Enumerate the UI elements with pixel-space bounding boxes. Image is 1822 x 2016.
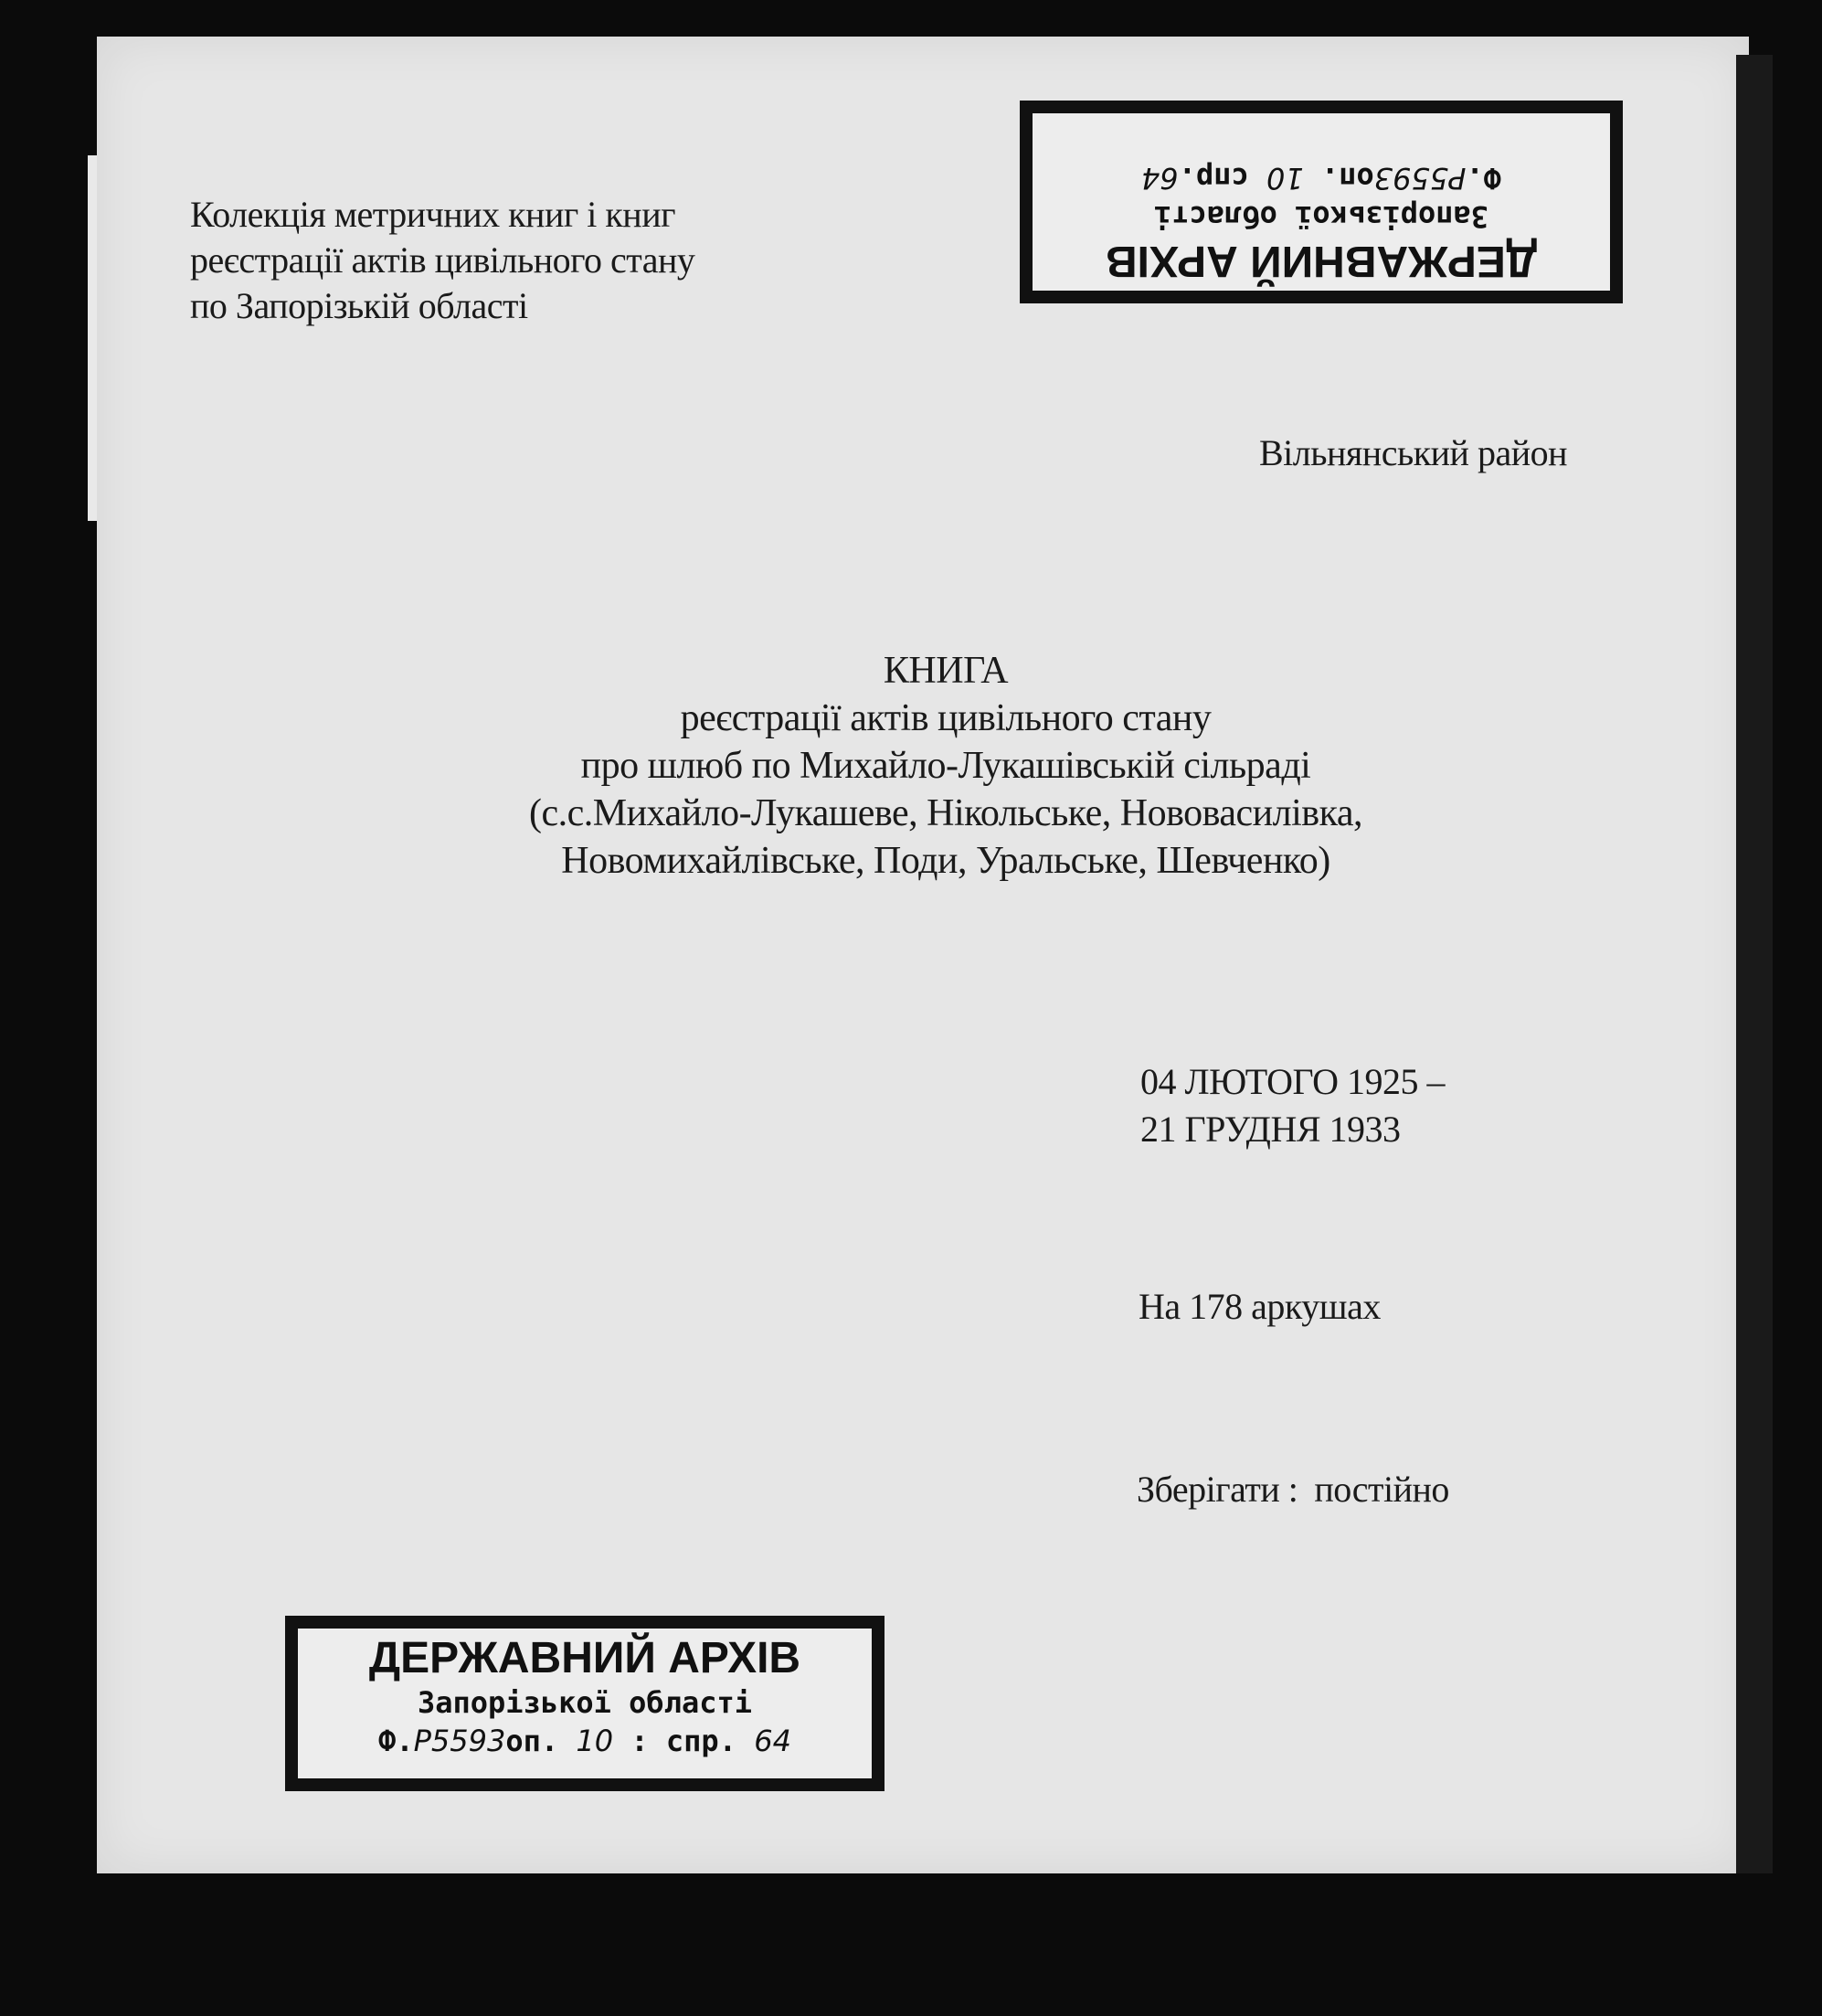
- book-line-1: реєстрації актів цивільного стану: [680, 697, 1212, 739]
- date-start: 04 ЛЮТОГО 1925 –: [1140, 1061, 1446, 1102]
- stamp-bottom-fond-prefix: Ф.: [378, 1724, 414, 1758]
- sheet-count: На 178 аркушах: [1139, 1286, 1381, 1327]
- stamp-bottom-spr: 64: [754, 1724, 791, 1758]
- retention-label: Зберігати :: [1137, 1469, 1298, 1510]
- district-label: Вільнянський район: [1259, 432, 1568, 473]
- stamp-bottom-title: ДЕРЖАВНИЙ АРХІВ: [368, 1634, 801, 1682]
- stamp-top-fond: P5593: [1373, 161, 1467, 196]
- date-range: [1140, 1058, 1445, 1153]
- archive-stamp-top: [1020, 101, 1623, 303]
- collection-line-3: по Запорізькій області: [190, 285, 528, 326]
- book-line-3: (с.с.Михайло-Лукашеве, Нікольське, Нововасилівка,: [528, 792, 1363, 834]
- retention-value: постійно: [1314, 1469, 1449, 1510]
- collection-line-1: Колекція метричних книг і книг: [190, 194, 676, 235]
- stamp-top-spr: 64: [1140, 161, 1179, 196]
- binding-strip: [1736, 55, 1773, 1873]
- stamp-bottom-reference: [298, 1722, 872, 1760]
- retention-line: [1137, 1468, 1449, 1511]
- stamp-bottom-op-label: оп.: [505, 1724, 559, 1758]
- book-line-2: про шлюб по Михайло-Лукашівській сільраді: [580, 745, 1311, 787]
- archive-stamp-bottom: [285, 1616, 885, 1791]
- stamp-bottom-op: 10: [576, 1724, 614, 1758]
- stamp-top-spr-label: спр.: [1178, 161, 1249, 196]
- stamp-bottom-fond: P5593: [413, 1724, 506, 1758]
- stamp-top-reference: [1033, 159, 1610, 197]
- collection-heading: [190, 192, 694, 329]
- date-end: 21 ГРУДНЯ 1933: [1140, 1109, 1401, 1150]
- stamp-top-op: 10: [1266, 161, 1304, 196]
- stamp-bottom-spr-label: : спр.: [630, 1724, 736, 1758]
- book-title-block: [402, 647, 1489, 885]
- stamp-bottom-region: Запорізької області: [417, 1685, 753, 1720]
- stamp-top-region: Запорізької області: [1153, 199, 1489, 234]
- stamp-top-fond-prefix: Ф.: [1466, 161, 1502, 196]
- book-title: КНИГА: [883, 650, 1009, 692]
- stamp-top-title: ДЕРЖАВНИЙ АРХІВ: [1105, 237, 1538, 285]
- book-line-4: Новомихайлівське, Поди, Уральське, Шевченко): [561, 840, 1330, 882]
- collection-line-2: реєстрації актів цивільного стану: [190, 239, 695, 281]
- stamp-top-op-label: оп.: [1320, 161, 1374, 196]
